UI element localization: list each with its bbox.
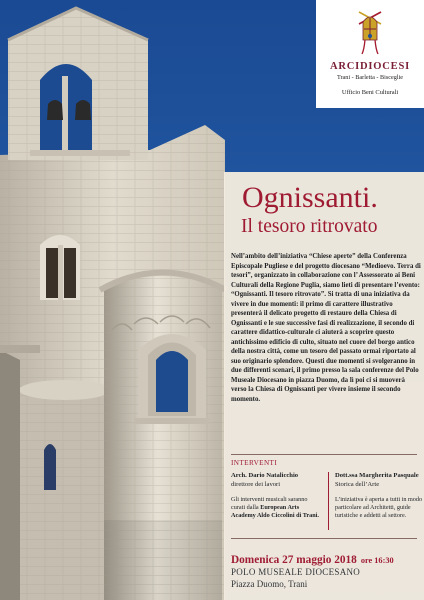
- event-title: Ognissanti.: [242, 181, 378, 214]
- speaker-name: Dott.ssa Margherita Pasquale: [335, 472, 419, 479]
- audience-note: L’iniziativa è aperta a tutti in modo particolare ad Architetti, guide turistiche e addetti al settore.: [335, 496, 423, 520]
- event-venue: POLO MUSEALE DIOCESANO: [231, 567, 361, 577]
- event-address: Piazza Duomo, Trani: [231, 579, 308, 589]
- divider: [231, 454, 417, 455]
- speaker-left: [231, 472, 323, 520]
- event-date: Domenica 27 maggio 2018: [231, 554, 357, 566]
- diocese-cities: Trani - Barletta - Bisceglie: [336, 74, 404, 81]
- divider: [231, 538, 417, 539]
- event-subtitle: Il tesoro ritrovato: [241, 216, 378, 237]
- diocese-name: ARCIDIOCESI: [330, 61, 410, 72]
- diocese-office: Ufficio Beni Culturali: [341, 89, 399, 96]
- music-note: Gli interventi musicali saranno curati dalla European Arts Academy Aldo Ciccolini di Trani.: [231, 496, 319, 520]
- speaker-name: Arch. Dario Natalicchio: [231, 472, 299, 479]
- speaker-role: Storica dell’Arte: [335, 480, 380, 488]
- event-datetime: [231, 550, 394, 568]
- speaker-role: direttore dei lavori: [231, 480, 281, 488]
- column-divider: [328, 472, 329, 530]
- interventions-heading: INTERVENTI: [231, 459, 278, 467]
- event-description: Nell’ambito dell’iniziativa “Chiese aperte” della Conferenza Episcopale Pugliese e del progetto diocesano “Medioevo. Terra di tesori”, organizzato in collaborazione con l’ Assessorato ai Beni Culturali della Regione Puglia, siamo lieti di presentare l’evento: “Ognissanti. Il tesoro ritrovato”. Si tratta di una iniziativa da vivere in due momenti: il primo di carattere illustrativo presenterà il delicato progetto di restauro della Chiesa di Ognissanti e le sue successive fasi di realizzazione, il secondo di carattere didattico-culturale ci aiuterà a scoprire questo antichissimo edificio di culto, situato nel cuore del borgo antico della nostra città, come un tesoro del passato ormai riportato al suo originario splendore. Questi due momenti si svolgeranno in due differenti scenari, il primo presso la sala conferenze del Polo Museale Diocesano in piazza Duomo, da lì poi ci si muoverà verso la Chiesa di Ognissanti per vivere insieme il secondo momento.: [231, 253, 421, 403]
- event-time: ore 16:30: [360, 556, 394, 565]
- event-info-panel: [224, 172, 424, 600]
- speaker-right: [335, 472, 424, 520]
- bishop-mitre-crest-icon: [356, 10, 384, 56]
- diocese-logo: [316, 0, 424, 108]
